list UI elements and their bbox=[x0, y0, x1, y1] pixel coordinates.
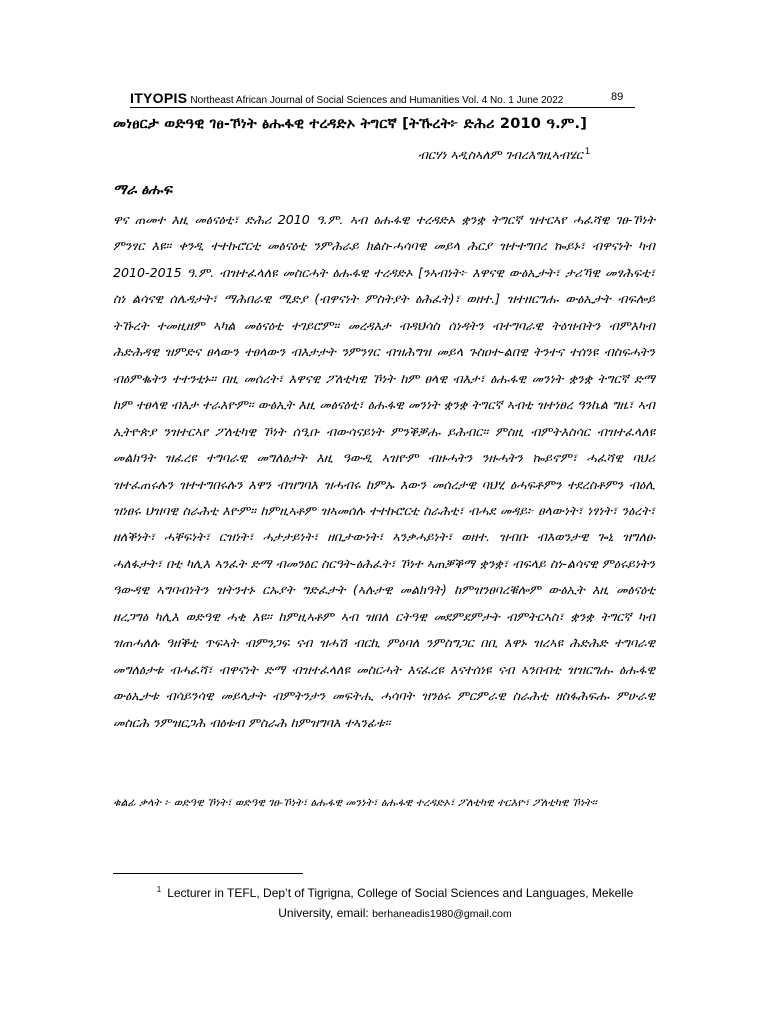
article-title: መነፀርታ ወድዓዊ ገፀ-ኾነት ፅሑፋዊ ተረዳድኦ ትግርኛ [ትኹረት፦ ድሕሪ 2010 ዓ.ም.] bbox=[113, 116, 588, 132]
footnote-text: Lecturer in TEFL, Dep’t of Tigrigna, College of Social Sciences and Languages, Mekelle University, email: bbox=[167, 886, 634, 920]
running-header bbox=[130, 90, 630, 108]
journal-info: Northeast African Journal of Social Sciences and Humanities Vol. 4 No. 1 June 2022 bbox=[190, 95, 564, 106]
author-name: ብርሃነ ኣዲስኣለም ገብረእግዚኣብሄር bbox=[418, 147, 583, 163]
footnote-mark: 1 bbox=[156, 885, 162, 894]
journal-brand: ITYOPIS bbox=[130, 90, 188, 106]
footnote-divider bbox=[113, 873, 303, 874]
author-footnote-mark: 1 bbox=[584, 147, 591, 157]
page-number: 89 bbox=[611, 91, 624, 103]
author-email[interactable]: berhaneadis1980@gmail.com bbox=[372, 908, 512, 920]
header-divider bbox=[130, 107, 635, 108]
abstract-body: ዋና ጠመተ እዚ መፅናዕቲ፣ ድሕሪ 2010 ዓ.ም. ኣብ ፅሑፋዊ ተረዳድኦ ቋንቋ ትግርኛ ዝተርኣየ ሓፈሻዊ ገፀ-ኾነት ምንፃር እዩ። ቀንዲ ተተኩሮርቲ መፅናዕቲ ንምሕራይ ክልስ-ሓሳባዊ መይላ ሕርያ ዝተተግበረ ኰይኑ፣ ብዋናነት ካብ 2010-2015 ዓ.ም. ብዝተፈላለዩ መስርሓት ፅሑፋዊ ተረዳድኦ [ንኣብነት፦ እዋናዊ ውፅኢታት፣ ታሪኻዊ መፃሕፍቲ፣ ስነ ልሳናዊ ሰሌዳታት፣ ማሕበራዊ ሚድያ (ብዋናነት ምስትያት ፅሕፈት)፣ ወዘተ.] ዝተዘርግሑ ውፅኢታት ብፍሎይ ትኹረት ተመዚዘም ኣካል መፅናዕቲ ተገይሮም። መረዳእታ ብዳህሳስ ሰነዳትን ብተግባራዊ ትዕዝብትን ብምእካብ ሕድሕዳዊ ዝምድና ፀላውን ተፀላውን ብእታታት ንምንፃር ብዝሕግዝ መይላ ጉስዐተ-ልበዊ ትንተና ተሰንዩ ብስፍሓትን ብዕምቈትን ተተንቲኑ። በዚ መሰረት፣ እዋናዊ ፖለቲካዊ ኾነት ከም ፀላዊ ብእታ፣ ፅሑፋዊ መንነት ቋንቋ ትግርኛ ድማ ከም ተፀላዊ ብእታ ተራእዮም። ውፅኢት እዚ መፅናዕቲ፣ ፅሑፋዊ መንነት ቋንቋ ትግርኛ ኣብቲ ዝተነፀረ ዓንኬል ግዜ፣ ኣብ ኢትዮጵያ ንዝተርኣየ ፖለቲካዊ ኾነት ሰዒቡ ብውሳናይነት ምንቕቓሑ ይሕብር። ምስዚ ብምትእስሳር ብዝተፈላለዩ መልክዓት ዝፈረዩ ተግባራዊ መግለፅታት እዚ ዓውዲ ኣዝዮም ብዙሓትን ንዙሓትን ኰይኖም፣ ሓፈሻዊ ባህሪ ዝተፈጠሩሉን ዝተተግበሩሉን እዋን ብዝግባእ ዝሓብሩ ከምኡ እውን መሰረታዊ ባህሂ ፅሓፍቶምን ተደረስቶምን ብዕሊ ዝነፀሩ ህዝባዊ ስራሕቲ እዮም። ከምዚኣቶም ዝኣመሰሉ ተተኩሮርቲ ስራሕቲ፣ ብሓደ መዳይ፦ ፀላውነት፣ ነፃነት፣ ንፅረት፣ ዘለቕነት፣ ሓቐፍነት፣ ርዝነት፣ ሓታታይነት፣ ዘቢታውነት፣ ኣንቃሓይነት፣ ወዘተ. ዝብቡ ብእወንታዊ ጐኒ ዝግለፁ ሓለፋታት፣ በቲ ካሊእ ኣንፈት ድማ ብመንፅር ስርዓት-ፅሕፈት፣ ኾነተ ኣጠቓቕማ ቋንቋ፣ ብፍላይ ስነ-ልሳናዊ ምዕሩይነትን ዓውዳዊ ኣግባብነትን ዝትንተኑ ርኡያት ግድፈታት (ኣሉታዊ መልክዓት) ከምዝንፀባረቑሎም ውፅኢት እዚ መፅናዕቲ ዘረጋግፅ ካሊእ ወድዓዊ ሓቂ እዩ። ከምዚኣቶም ኣብ ዝበለ ርትዓዊ መደምደምታት ብምትርኣስ፣ ቋንቋ ትግርኛ ካብ ዝጠሓለሉ ዓዘቕቲ ጥፍኣት ብምንጋፍ ናብ ዝሓሽ ብርኪ ምዕባለ ንምስግጋር በቢ እዋኑ ዝረኣዩ ሕድሕድ ተግባራዊ መግለፅታቱ ብሓፈሻ፣ ብዋናነት ድማ ብዝተፈላለዩ መስርሓት እናፈረዩ እናተሰነዩ ናብ ኣንበብቲ ዝዝርግሑ ፅሑፋዊ ውፅኢታቱ ብሳይንሳዊ መይላታት ብምትንታን መፍትሒ ሓሳባት ዝንፅሩ ምርምራዊ ስራሕቲ ዘስፋሕፍሑ ምሁራዊ መስርሕ ንምዝርጋሕ ብዕቱብ ምስራሕ ከምዝግባእ ተኣንፊቱ። bbox=[113, 212, 655, 730]
keywords: ቁልፊ ቃላት ፦ ወድዓዊ ኾነት፣ ወድዓዊ ገፀ-ኾነት፣ ፅሑፋዊ መንነት፣ ፅሑፋዊ ተረዳድኦ፣ ፖለቲካዊ ተርእዮ፣ ፖለቲካዊ ኾነት። bbox=[113, 796, 597, 809]
author-line bbox=[418, 147, 678, 163]
abstract-heading: ማራ ፅሑፍ bbox=[113, 182, 172, 198]
footnote bbox=[140, 880, 650, 924]
